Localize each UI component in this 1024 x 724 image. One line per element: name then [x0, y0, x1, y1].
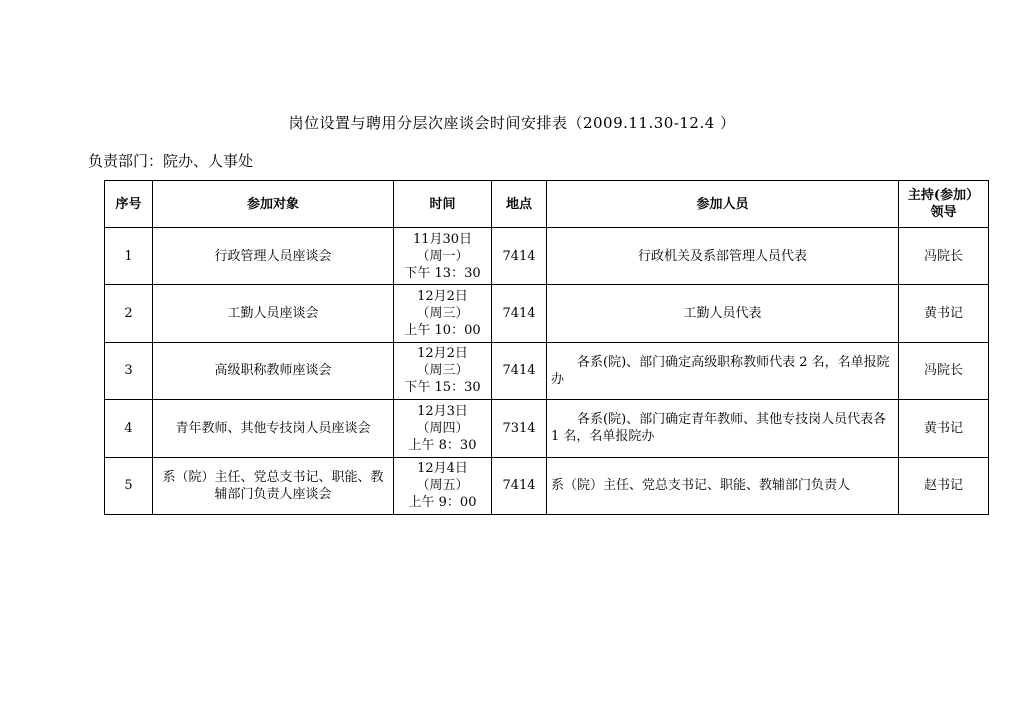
row-host: 黄书记 [899, 285, 989, 342]
row-host: 冯院长 [899, 228, 989, 285]
table-row [105, 285, 989, 342]
row-place: 7414 [492, 457, 547, 514]
row-time [394, 342, 492, 399]
row-date: 12月2日 [417, 346, 468, 362]
row-place: 7414 [492, 342, 547, 399]
row-date: 11月30日 [412, 231, 473, 247]
schedule-table [104, 180, 989, 515]
row-participants: 各系(院)、部门确定青年教师、其他专技岗人员代表各 1 名，名单报院办 [547, 400, 899, 457]
table-row [105, 228, 989, 285]
row-place: 7314 [492, 400, 547, 457]
row-clock: 下午 15：30 [404, 380, 481, 396]
row-target: 行政管理人员座谈会 [153, 228, 394, 285]
row-weekday: （周三） [416, 306, 469, 322]
row-weekday: （周四） [416, 420, 469, 436]
row-date: 12月4日 [417, 461, 468, 477]
row-place: 7414 [492, 228, 547, 285]
row-participants: 系（院）主任、党总支书记、职能、教辅部门负责人 [547, 457, 899, 514]
row-seq: 1 [105, 228, 153, 285]
header-participants: 参加人员 [547, 181, 899, 228]
header-target: 参加对象 [153, 181, 394, 228]
row-place: 7414 [492, 285, 547, 342]
row-weekday: （周三） [416, 363, 469, 379]
row-time [394, 457, 492, 514]
row-target: 工勤人员座谈会 [153, 285, 394, 342]
row-target: 青年教师、其他专技岗人员座谈会 [153, 400, 394, 457]
document-title: 岗位设置与聘用分层次座谈会时间安排表（2009.11.30-12.4 ） [288, 114, 736, 132]
row-target: 系（院）主任、党总支书记、职能、教辅部门负责人座谈会 [153, 457, 394, 514]
row-date: 12月2日 [417, 289, 468, 305]
row-host: 赵书记 [899, 457, 989, 514]
row-seq: 3 [105, 342, 153, 399]
row-date: 12月3日 [417, 403, 468, 419]
header-place: 地点 [492, 181, 547, 228]
responsible-department: 负责部门：院办、人事处 [88, 152, 254, 170]
table-row [105, 457, 989, 514]
header-host: 主持(参加）领导 [899, 181, 989, 228]
row-time [394, 228, 492, 285]
row-clock: 上午 10：00 [404, 323, 481, 339]
table-row [105, 342, 989, 399]
row-seq: 2 [105, 285, 153, 342]
row-weekday: （周五） [416, 478, 469, 494]
header-time: 时间 [394, 181, 492, 228]
row-participants: 工勤人员代表 [547, 285, 899, 342]
table-header-row [105, 181, 989, 228]
row-host: 黄书记 [899, 400, 989, 457]
header-seq: 序号 [105, 181, 153, 228]
row-clock: 下午 13：30 [404, 265, 481, 281]
row-participants: 各系(院)、部门确定高级职称教师代表 2 名，名单报院办 [547, 342, 899, 399]
table-row [105, 400, 989, 457]
row-seq: 4 [105, 400, 153, 457]
row-time [394, 400, 492, 457]
row-weekday: （周一） [416, 248, 469, 264]
row-time [394, 285, 492, 342]
row-target: 高级职称教师座谈会 [153, 342, 394, 399]
row-clock: 上午 8：30 [408, 437, 477, 453]
row-host: 冯院长 [899, 342, 989, 399]
row-participants: 行政机关及系部管理人员代表 [547, 228, 899, 285]
row-clock: 上午 9：00 [408, 495, 477, 511]
row-seq: 5 [105, 457, 153, 514]
